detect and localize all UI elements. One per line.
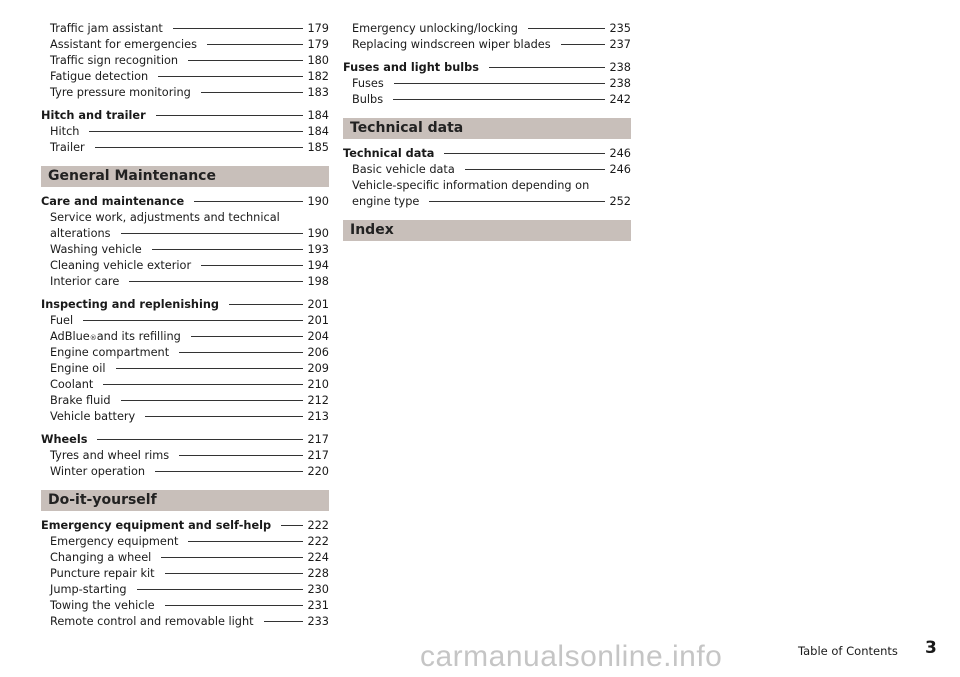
- toc-entry-link-title: Vehicle-specific information depending on: [352, 179, 590, 192]
- toc-entry-link[interactable]: [41, 566, 329, 582]
- leader-line: [444, 153, 605, 154]
- toc-chapter-link-title: Hitch and trailer: [41, 109, 146, 122]
- toc-entry-link-title-cont: engine type: [352, 195, 420, 208]
- leader-line: [121, 233, 304, 234]
- toc-entry-link[interactable]: [41, 393, 329, 409]
- toc-chapter-link-page: 246: [609, 147, 631, 160]
- toc-entry-link[interactable]: [41, 464, 329, 480]
- toc-group: [343, 146, 631, 210]
- toc-chapter-link-page: 190: [307, 195, 329, 208]
- toc-entry-link-title: Puncture repair kit: [50, 567, 155, 580]
- toc-entry-link[interactable]: [343, 194, 631, 210]
- leader-line: [129, 281, 303, 282]
- leader-line: [89, 131, 303, 132]
- toc-entry-link[interactable]: [41, 598, 329, 614]
- leader-line: [121, 400, 304, 401]
- toc-entry-link-page: 179: [307, 38, 329, 51]
- toc-chapter-link-title: Care and maintenance: [41, 195, 185, 208]
- toc-chapter-link-page: 238: [609, 61, 631, 74]
- toc-entry-link-page: 224: [307, 551, 329, 564]
- toc-entry-link[interactable]: [41, 361, 329, 377]
- toc-entry-link-title: Emergency unlocking/locking: [352, 22, 518, 35]
- leader-line: [137, 589, 304, 590]
- toc-chapter-link[interactable]: [343, 146, 631, 162]
- leader-line: [393, 99, 605, 100]
- leader-line: [145, 416, 303, 417]
- toc-entry-link-title: Vehicle battery: [50, 410, 136, 423]
- leader-line: [207, 44, 303, 45]
- toc-group: [41, 194, 329, 290]
- toc-entry-link[interactable]: AdBlue ® and its refilling 204: [50, 330, 329, 343]
- toc-entry-link-page: 235: [609, 22, 631, 35]
- section-heading[interactable]: General Maintenance: [41, 166, 329, 187]
- toc-entry-link-title: Changing a wheel: [50, 551, 152, 564]
- toc-entry-link-title: Fuses: [352, 77, 384, 90]
- toc-chapter-link-title: Wheels: [41, 433, 88, 446]
- leader-line: [158, 76, 303, 77]
- toc-entry-link[interactable]: [343, 76, 631, 92]
- toc-entry-link-page: 222: [307, 535, 329, 548]
- toc-entry-link-title: Traffic jam assistant: [50, 22, 163, 35]
- toc-entry-link-page: 217: [307, 449, 329, 462]
- toc-group: [41, 432, 329, 480]
- toc-entry-link-title: Assistant for emergencies: [50, 38, 197, 51]
- leader-line: [188, 541, 303, 542]
- leader-line: [161, 557, 303, 558]
- toc-chapter-link-title: Inspecting and replenishing: [41, 298, 219, 311]
- leader-line: [165, 605, 304, 606]
- toc-group: [41, 297, 329, 425]
- toc-chapter-link[interactable]: [41, 297, 329, 313]
- toc-chapter-link-page: 222: [307, 519, 329, 532]
- toc-entry-link-page: 233: [307, 615, 329, 628]
- leader-line: [173, 28, 304, 29]
- toc-entry-link-page: 193: [307, 243, 329, 256]
- toc-entry-link-line[interactable]: [41, 210, 329, 226]
- toc-entry-link-title: Cleaning vehicle exterior: [50, 259, 192, 272]
- toc-entry-link[interactable]: [343, 92, 631, 108]
- leader-line: [191, 336, 304, 337]
- toc-entry-link[interactable]: [41, 69, 329, 85]
- toc-right-column: [343, 21, 631, 248]
- leader-line: [155, 471, 303, 472]
- watermark: carmanualsonline.info: [420, 640, 723, 673]
- toc-entry-link-page: 198: [307, 275, 329, 288]
- leader-line: [95, 147, 304, 148]
- toc-entry-link-page: 220: [307, 465, 329, 478]
- toc-entry-link[interactable]: [41, 53, 329, 69]
- leader-line: [152, 249, 304, 250]
- toc-entry-link-title: Trailer: [50, 141, 85, 154]
- leader-line: [264, 621, 304, 622]
- toc-entry-link-page: 194: [307, 259, 329, 272]
- leader-line: [156, 115, 304, 116]
- leader-line: [394, 83, 606, 84]
- toc-entry-link-title: Winter operation: [50, 465, 146, 478]
- leader-line: [116, 368, 304, 369]
- toc-entry-link-page: 190: [307, 227, 329, 240]
- toc-entry-link-title-cont: alterations: [50, 227, 111, 240]
- toc-entry-link-title: Basic vehicle data: [352, 163, 455, 176]
- leader-line: [83, 320, 303, 321]
- toc-entry-link[interactable]: [41, 313, 329, 329]
- leader-line: [188, 60, 303, 61]
- leader-line: [561, 44, 606, 45]
- toc-entry-link[interactable]: [41, 258, 329, 274]
- toc-entry-link[interactable]: [41, 124, 329, 140]
- toc-entry-link-title: Washing vehicle: [50, 243, 142, 256]
- toc-entry-link-page: 212: [307, 394, 329, 407]
- toc-chapter-link-title: Technical data: [343, 147, 435, 160]
- leader-line: [103, 384, 303, 385]
- toc-chapter-link-page: 217: [307, 433, 329, 446]
- toc-entry-link-title: Emergency equipment: [50, 535, 179, 548]
- toc-chapter-link[interactable]: [41, 108, 329, 124]
- page-number: 3: [925, 638, 937, 658]
- toc-group: [41, 518, 329, 630]
- toc-entry-link-page: 230: [307, 583, 329, 596]
- toc-entry-link-title: Remote control and removable light: [50, 615, 254, 628]
- toc-entry-link-page: 237: [609, 38, 631, 51]
- leader-line: [281, 525, 303, 526]
- leader-line: [201, 92, 304, 93]
- toc-chapter-link[interactable]: [343, 60, 631, 76]
- toc-chapter-link[interactable]: [41, 518, 329, 534]
- section-heading[interactable]: Index: [343, 220, 631, 241]
- footer-label: Table of Contents: [798, 644, 898, 658]
- toc-entry-link[interactable]: [41, 21, 329, 37]
- toc-entry-link-page: 180: [307, 54, 329, 67]
- toc-chapter-link-title: Fuses and light bulbs: [343, 61, 479, 74]
- toc-entry-link-page: 183: [307, 86, 329, 99]
- toc-entry-link-page: 204: [307, 330, 329, 343]
- toc-group: [41, 108, 329, 156]
- toc-entry-link[interactable]: [41, 614, 329, 630]
- toc-entry-link[interactable]: [41, 226, 329, 242]
- toc-entry-link[interactable]: [41, 550, 329, 566]
- toc-entry-link-title: Tyre pressure monitoring: [50, 86, 191, 99]
- toc-entry-link-title: Service work, adjustments and technical: [50, 211, 280, 224]
- toc-entry-link[interactable]: [41, 274, 329, 290]
- toc-entry-link-title: Jump-starting: [50, 583, 127, 596]
- toc-entry-link-title: Replacing windscreen wiper blades: [352, 38, 551, 51]
- toc-entry-link[interactable]: [41, 37, 329, 53]
- toc-left-column: [41, 21, 329, 630]
- toc-group: [343, 21, 631, 53]
- toc-entry-link-page: 210: [307, 378, 329, 391]
- toc-entry-link-page: 182: [307, 70, 329, 83]
- leader-line: [429, 201, 605, 202]
- leader-line: [179, 455, 303, 456]
- toc-entry-link[interactable]: [41, 582, 329, 598]
- toc-entry-link-title: Coolant: [50, 378, 94, 391]
- section-heading[interactable]: Do-it-yourself: [41, 490, 329, 511]
- toc-entry-link[interactable]: [343, 21, 631, 37]
- toc-entry-link-page: 184: [307, 125, 329, 138]
- toc-entry-link-page: 238: [609, 77, 631, 90]
- toc-entry-link-page: 213: [307, 410, 329, 423]
- toc-entry-link-page: 185: [307, 141, 329, 154]
- toc-entry-link-page: 179: [307, 22, 329, 35]
- section-heading[interactable]: Technical data: [343, 118, 631, 139]
- toc-entry-link-title: Engine compartment: [50, 346, 170, 359]
- leader-line: [179, 352, 303, 353]
- toc-entry-link-page: 242: [609, 93, 631, 106]
- toc-chapter-link[interactable]: [41, 194, 329, 210]
- toc-entry-link-title: Fuel: [50, 314, 74, 327]
- toc-entry-link[interactable]: [41, 242, 329, 258]
- toc-entry-link[interactable]: [41, 409, 329, 425]
- leader-line: [201, 265, 303, 266]
- toc-chapter-link-page: 201: [307, 298, 329, 311]
- toc-entry-link-page: 209: [307, 362, 329, 375]
- toc-entry-link-page: 252: [609, 195, 631, 208]
- toc-entry-link-title-rest: and its refilling: [96, 330, 181, 343]
- toc-entry-link-title: Engine oil: [50, 362, 106, 375]
- toc-entry-link-title: Brake fluid: [50, 394, 111, 407]
- toc-entry-link-line[interactable]: [343, 178, 631, 194]
- toc-entry-link-title: AdBlue: [50, 330, 90, 343]
- toc-entry-link[interactable]: [41, 377, 329, 393]
- toc-entry-link[interactable]: [41, 448, 329, 464]
- toc-entry-link-page: 201: [307, 314, 329, 327]
- toc-entry-link-title: Bulbs: [352, 93, 384, 106]
- toc-group: [343, 60, 631, 108]
- toc-entry-link[interactable]: [343, 37, 631, 53]
- leader-line: [165, 573, 304, 574]
- toc-entry-link-page: 231: [307, 599, 329, 612]
- toc-entry-link-title: Traffic sign recognition: [50, 54, 179, 67]
- leader-line: [528, 28, 605, 29]
- leader-line: [194, 201, 303, 202]
- toc-entry-link-title: Towing the vehicle: [50, 599, 155, 612]
- leader-line: [229, 304, 303, 305]
- toc-entry-link[interactable]: [343, 162, 631, 178]
- toc-chapter-link-title: Emergency equipment and self-help: [41, 519, 272, 532]
- toc-chapter-link[interactable]: [41, 432, 329, 448]
- toc-entry-link-title: Fatigue detection: [50, 70, 149, 83]
- leader-line: [489, 67, 605, 68]
- toc-group: [41, 21, 329, 101]
- toc-entry-link-page: 206: [307, 346, 329, 359]
- toc-chapter-link-page: 184: [307, 109, 329, 122]
- toc-entry-link[interactable]: [41, 534, 329, 550]
- toc-entry-link-title: Interior care: [50, 275, 120, 288]
- toc-entry-link-page: 228: [307, 567, 329, 580]
- toc-entry-link[interactable]: [41, 345, 329, 361]
- toc-entry-link[interactable]: [41, 85, 329, 101]
- leader-line: [465, 169, 606, 170]
- toc-entry-link-title: Tyres and wheel rims: [50, 449, 170, 462]
- toc-entry-link-title: Hitch: [50, 125, 80, 138]
- toc-entry-link[interactable]: [41, 140, 329, 156]
- toc-entry-link-page: 246: [609, 163, 631, 176]
- leader-line: [97, 439, 303, 440]
